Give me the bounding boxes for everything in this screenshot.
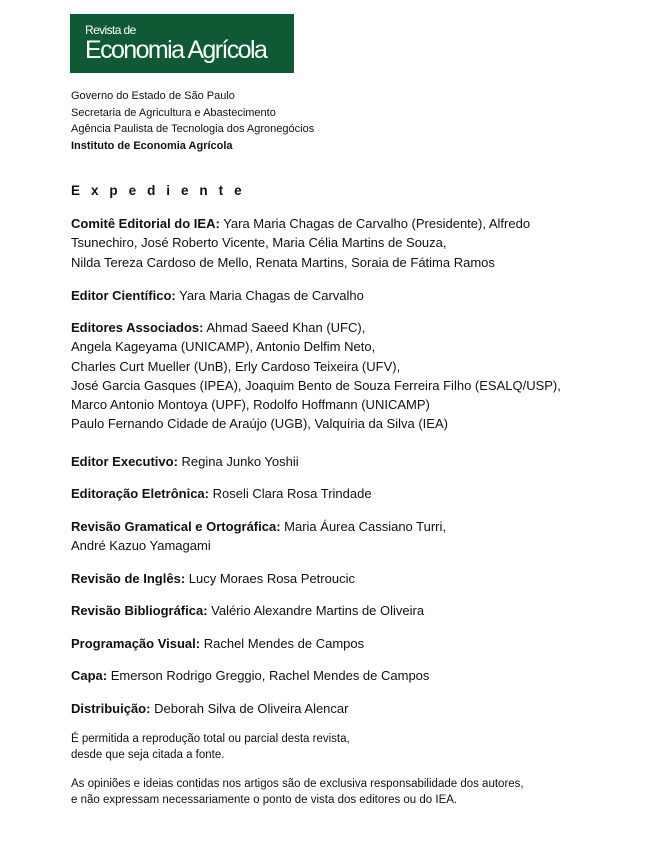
org-government: Governo do Estado de São Paulo: [71, 90, 235, 102]
credit-names: Roseli Clara Rosa Trindade: [212, 486, 372, 501]
credit-names: Lucy Moraes Rosa Petroucic: [188, 571, 355, 586]
credit-line: [71, 376, 561, 395]
credit-names: Deborah Silva de Oliveira Alencar: [154, 701, 349, 716]
credit-names: Paulo Fernando Cidade de Araújo (UGB), Valquíria da Silva (IEA): [71, 416, 448, 432]
credit-names: Valério Alexandre Martins de Oliveira: [211, 603, 425, 618]
credit-names: Regina Junko Yoshii: [181, 454, 299, 469]
credit-role: Revisão de Inglês:: [71, 571, 186, 586]
section-title: E x p e d i e n t e: [71, 183, 246, 198]
credit-names: Emerson Rodrigo Greggio, Rachel Mendes de Campos: [110, 668, 430, 683]
credit-entry: [71, 484, 372, 503]
credit-line: [71, 699, 348, 718]
credit-line: [71, 286, 364, 305]
note-line: É permitida a reprodução total ou parcial desta revista,: [71, 733, 350, 745]
credit-entry: [71, 318, 561, 434]
logo-line-small: Revista de: [85, 23, 136, 37]
credit-line: [71, 634, 364, 653]
credit-line: [71, 318, 561, 337]
credit-line: [71, 337, 561, 356]
credit-role: Editoração Eletrônica:: [71, 486, 209, 501]
logo-line-large: Economia Agrícola: [85, 36, 267, 64]
credit-entry: [71, 214, 530, 272]
credit-line: [71, 452, 299, 471]
org-institute: Instituto de Economia Agrícola: [71, 139, 233, 152]
credit-line: [71, 517, 446, 536]
credit-line: [71, 214, 530, 233]
credit-line: [71, 253, 530, 272]
note-line: As opiniões e ideias contidas nos artigos são de exclusiva responsabilidade dos autores,: [71, 778, 524, 790]
credit-names: Charles Curt Mueller (UnB), Erly Cardoso Teixeira (UFV),: [71, 358, 401, 374]
credit-line: [71, 569, 355, 588]
credit-entry: [71, 517, 446, 556]
org-secretariat: Secretaria de Agricultura e Abastecimento: [71, 106, 276, 119]
credit-names: Maria Áurea Cassiano Turri,: [284, 519, 446, 534]
credit-line: [71, 666, 429, 685]
note-line: desde que seja citada a fonte.: [71, 749, 225, 761]
credit-entry: [71, 634, 364, 653]
disclaimer-note: [71, 776, 524, 808]
credit-role: Revisão Bibliográfica:: [71, 603, 208, 618]
credit-role: Programação Visual:: [71, 636, 201, 651]
credit-role: Editor Executivo:: [71, 454, 178, 469]
credit-names: Nilda Tereza Cardoso de Mello, Renata Martins, Soraia de Fátima Ramos: [71, 254, 495, 270]
credit-line: [71, 357, 561, 376]
credit-entry: [71, 452, 299, 471]
magazine-logo: [70, 14, 294, 73]
credit-names: Marco Antonio Montoya (UPF), Rodolfo Hoffmann (UNICAMP): [71, 397, 430, 413]
credit-line: [71, 414, 561, 433]
credit-line: [71, 484, 372, 503]
credit-line: [71, 233, 530, 252]
credit-entry: [71, 569, 355, 588]
credit-names: Ahmad Saeed Khan (UFC),: [206, 320, 366, 335]
credit-names: Yara Maria Chagas de Carvalho (Presidente), Alfredo: [223, 216, 531, 231]
reproduction-note: [71, 731, 350, 763]
credit-entry: [71, 666, 429, 685]
credit-names: José Garcia Gasques (IPEA), Joaquim Bento de Souza Ferreira Filho (ESALQ/USP),: [71, 377, 561, 393]
credit-entry: [71, 699, 348, 718]
note-line: e não expressam necessariamente o ponto de vista dos editores ou do IEA.: [71, 794, 458, 806]
credit-line: [71, 536, 446, 555]
credit-names: Angela Kageyama (UNICAMP), Antonio Delfim Neto,: [71, 339, 376, 355]
credit-line: [71, 601, 424, 620]
credit-names: André Kazuo Yamagami: [71, 538, 211, 554]
credit-entry: [71, 286, 364, 305]
credit-names: Tsunechiro, José Roberto Vicente, Maria Célia Martins de Souza,: [71, 235, 447, 251]
credit-names: Rachel Mendes de Campos: [203, 636, 365, 651]
credit-role: Editor Científico:: [71, 288, 176, 303]
credit-role: Capa:: [71, 668, 108, 683]
org-agency: Agência Paulista de Tecnologia dos Agronegócios: [71, 123, 315, 135]
credit-entry: [71, 601, 424, 620]
organization-list: [71, 88, 314, 154]
credit-role: Revisão Gramatical e Ortográfica:: [71, 519, 281, 534]
credit-role: Distribuição:: [71, 701, 151, 716]
credit-names: Yara Maria Chagas de Carvalho: [179, 288, 364, 303]
credit-role: Editores Associados:: [71, 320, 204, 335]
credit-role: Comitê Editorial do IEA:: [71, 216, 220, 231]
credit-line: [71, 395, 561, 414]
